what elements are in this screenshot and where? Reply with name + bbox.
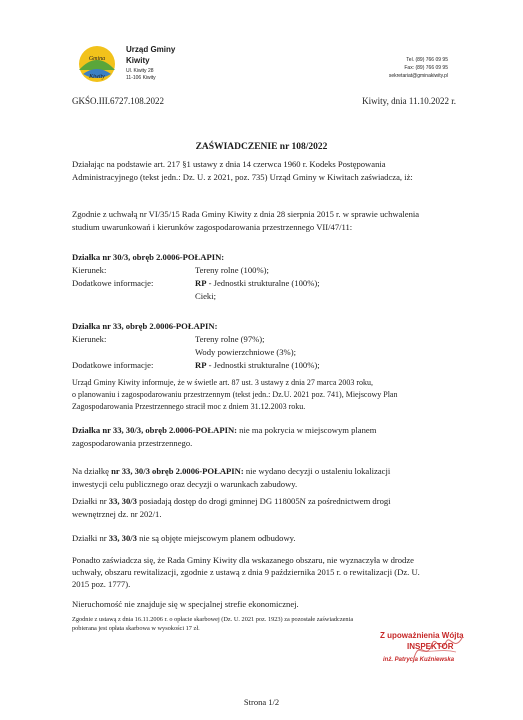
stamp-line-2: INSPEKTOR: [407, 642, 454, 651]
intro-line-2: Administracyjnego (tekst jedn.: Dz. U. z 2021, poz. 735) Urząd Gminy w Kiwitach zaświadcza, iż:: [72, 172, 413, 182]
not-covered-line-2: zagospodarowania przestrzennego.: [72, 438, 193, 448]
parcel1-kierunek-value: Tereny rolne (100%);: [195, 265, 269, 275]
page-number: Strona 1/2: [243, 697, 280, 707]
org-name-2: Kiwity: [126, 56, 150, 65]
access-parcels: 33, 30/3: [108, 496, 137, 506]
not-covered-parcels: Działka nr 33, 30/3, obręb 2.0006-POŁAPIN:: [72, 425, 238, 435]
parcel2-heading: Działka nr 33, obręb 2.0006-POŁAPIN:: [72, 321, 218, 331]
parcel2-extra-value: [195, 359, 320, 371]
parcel1-extra-code: RP: [195, 278, 207, 288]
fee-line-2: pobierana jest opłata skarbowa w wysokości 17 zł.: [72, 625, 200, 632]
access-line-1: [72, 495, 391, 507]
parcel2-extra-text: - Jednostki strukturalne (100%);: [206, 360, 320, 370]
reference-number: GKŚO.III.6727.108.2022: [72, 96, 164, 106]
parcel2-extra-code: RP: [195, 360, 207, 370]
email: sekretariat@gminakiwity.pl: [388, 73, 448, 79]
parcel1-extra-value-2: Cieki;: [195, 291, 217, 301]
decision-parcels: nr 33, 30/3 obręb 2.0006-POŁAPIN:: [111, 466, 244, 476]
parcel1-extra-value: [195, 277, 320, 289]
access-line-2: wewnętrznej dz. nr 202/1.: [72, 509, 162, 519]
revitalization-line-1: Ponadto zaświadcza się, że Rada Gminy Kiwity dla wskazanego obszaru, nie wyznaczyła w drodze: [72, 555, 414, 565]
covered-prefix: Działki nr: [72, 533, 109, 543]
address-line-1: Ul. Kiwity 28: [126, 68, 154, 74]
resolution-line-1: Zgodnie z uchwałą nr VI/35/15 Rada Gminy Kiwity z dnia 28 sierpnia 2015 r. w sprawie uchwalenia: [72, 209, 420, 219]
address-line-2: 11-106 Kiwity: [126, 75, 156, 81]
logo-text-top: Gmina: [88, 56, 106, 62]
parcel1-kierunek-label: Kierunek:: [72, 265, 107, 275]
document-title: ZAŚWIADCZENIE nr 108/2022: [195, 142, 328, 152]
covered-text: nie są objęte miejscowym planem odbudowy.: [136, 533, 296, 543]
decision-line-1: [72, 465, 390, 477]
revitalization-line-2: uchwały, obszaru rewitalizacji, zgodnie z ustawą z dnia 9 października 2015 r. o rewitalizacji (Dz. U.: [72, 567, 420, 577]
parcel2-kierunek-label: Kierunek:: [72, 334, 107, 344]
parcel1-heading: Działka nr 30/3, obręb 2.0006-POŁAPIN:: [72, 252, 225, 262]
plan-info-line-2: o planowaniu i zagospodarowaniu przestrzennym (tekst jedn.: Dz.U. 2021 poz. 741), Miejscowy Plan: [72, 390, 398, 399]
decision-prefix: Na działkę: [72, 466, 112, 476]
parcel2-kierunek-value: Tereny rolne (97%);: [195, 334, 265, 344]
signature: [410, 628, 470, 668]
intro-line-1: Działając na podstawie art. 217 §1 ustawy z dnia 14 czerwca 1960 r. Kodeks Postępowania: [72, 159, 386, 169]
parcel1-extra-text: - Jednostki strukturalne (100%);: [206, 278, 320, 288]
phone: Tel. (89) 766 09 95: [406, 57, 448, 63]
covered-parcels: 33, 30/3: [108, 533, 137, 543]
fax: Fax: (89) 766 09 95: [404, 65, 448, 71]
decision-line-2: inwestycji celu publicznego oraz decyzji o warunkach zabudowy.: [72, 479, 298, 489]
stamp-line-3: inż. Patrycja Kuźniewska: [383, 657, 455, 663]
not-covered-text: nie ma pokrycia w miejscowym planem: [237, 425, 377, 435]
economic-zone-note: Nieruchomość nie znajduje się w specjalnej strefie ekonomicznej.: [72, 599, 299, 609]
decision-text: nie wydano decyzji o ustaleniu lokalizacji: [243, 466, 391, 476]
revitalization-line-3: 2015 poz. 1777).: [72, 579, 131, 589]
resolution-line-2: studium uwarunkowań i kierunków zagospodarowania przestrzennego VII/47/11:: [72, 222, 353, 232]
plan-info-line-1: Urząd Gminy Kiwity informuje, że w świetle art. 87 ust. 3 ustawy z dnia 27 marca 2003 roku,: [72, 378, 374, 387]
stamp-line-1: Z upoważnienia Wójta: [380, 631, 464, 640]
access-text: posiadają dostęp do drogi gminnej DG 118005N za pośrednictwem drogi: [136, 496, 391, 506]
covered-line: [72, 532, 296, 544]
org-name-1: Urząd Gminy: [126, 45, 176, 54]
access-prefix: Działki nr: [72, 496, 109, 506]
logo-text-bottom: Kiwity: [89, 74, 105, 80]
not-covered-line-1: [72, 424, 376, 436]
parcel1-extra-label: Dodatkowe informacje:: [72, 278, 154, 288]
fee-line-1: Zgodnie z ustawą z dnia 16.11.2006 r. o opłacie skarbowej (Dz. U. 2021 poz. 1923) za pozostałe zaświadczenia: [72, 616, 354, 623]
issue-date: Kiwity, dnia 11.10.2022 r.: [362, 96, 456, 106]
municipality-logo: [74, 44, 120, 84]
plan-info-line-3: Zagospodarowania Przestrzennego stracił moc z dniem 31.12.2003 roku.: [72, 402, 306, 411]
parcel2-kierunek-value-2: Wody powierzchniowe (3%);: [195, 347, 296, 357]
parcel2-extra-label: Dodatkowe informacje:: [72, 360, 154, 370]
